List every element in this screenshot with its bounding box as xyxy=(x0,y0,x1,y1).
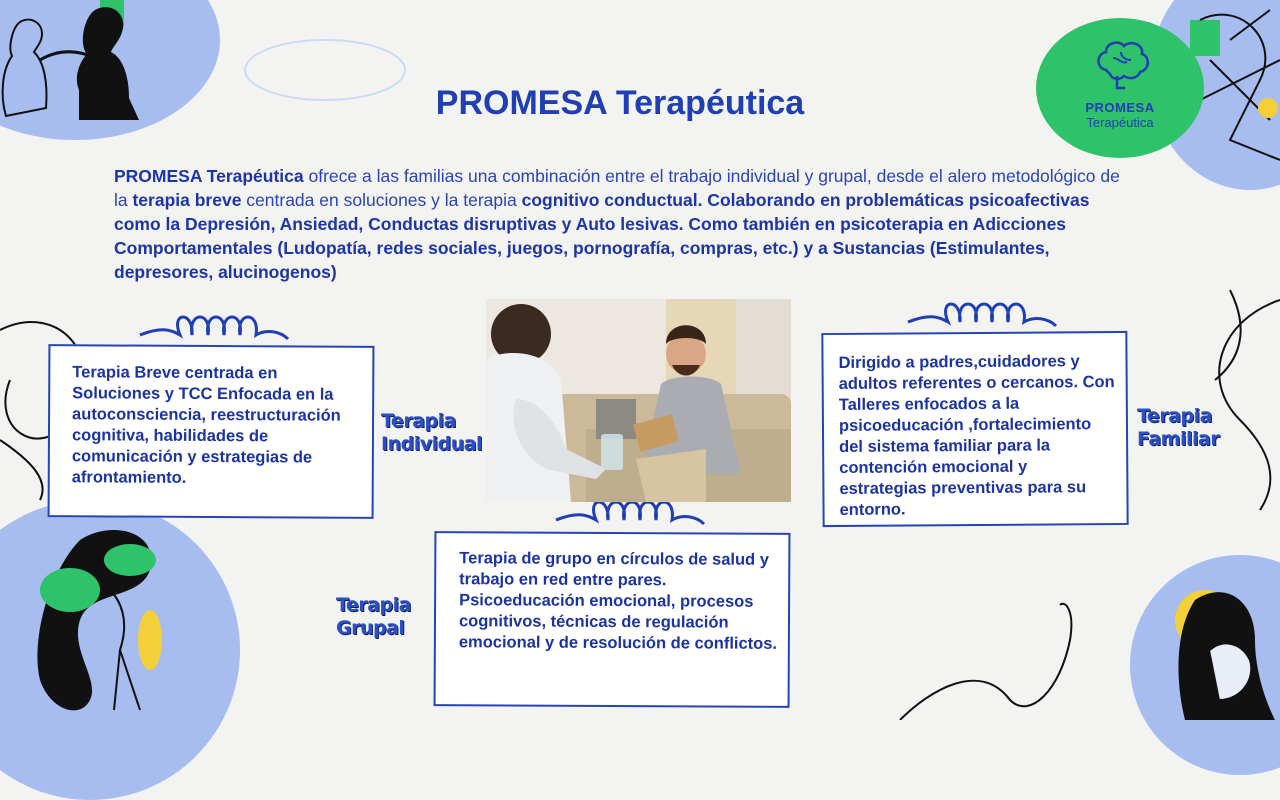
label-familiar-line1: Terapia xyxy=(1137,405,1212,427)
label-terapia-familiar xyxy=(1137,405,1219,451)
label-individual-line2: Individual xyxy=(381,433,483,455)
card-individual-text: Terapia Breve centrada en Soluciones y TCC Enfocada en la autoconsciencia, reestructuración cognitiva, habilidades de comunicación y estrategias de afrontamiento. xyxy=(71,363,341,487)
therapy-session-photo xyxy=(486,299,791,502)
intro-emphasis-2: cognitivo conductual. Colaborando en problemáticas psicoafectivas como la Depresión, Ansiedad, Conductas disruptivas y Auto lesivas. Como también en psicoterapia en Adicciones Comportamentales (Ludopatía, redes sociales, juegos, pornografía, compras, etc.) y a Sustancias (Estimulantes, depresores, alucinogenos) xyxy=(114,190,1090,282)
therapy-session-illustration xyxy=(486,299,791,502)
intro-text-2: centrada en soluciones y la terapia xyxy=(241,190,522,210)
label-grupal-line1: Terapia xyxy=(336,594,411,616)
card-terapia-individual xyxy=(48,344,375,519)
intro-emphasis-1: terapia breve xyxy=(132,190,242,210)
logo-name: PROMESA xyxy=(1085,100,1155,115)
logo-subtitle: Terapéutica xyxy=(1086,115,1154,130)
label-grupal-line2: Grupal xyxy=(336,617,405,639)
card-terapia-familiar xyxy=(821,331,1128,527)
label-individual-line1: Terapia xyxy=(381,410,456,432)
intro-paragraph xyxy=(114,164,1124,284)
intro-text-1: ofrece a las familias una combinación entre el trabajo individual y grupal, desde el alero metodológico de la xyxy=(114,166,1120,210)
page-title: PROMESA Terapéutica xyxy=(435,84,805,122)
label-familiar-line2: Familiar xyxy=(1137,428,1220,450)
label-terapia-individual xyxy=(381,410,482,456)
card-grupal-text: Terapia de grupo en círculos de salud y trabajo en red entre pares. Psicoeducación emocional, procesos cognitivos, técnicas de regulación emocional y de resolución de conflictos. xyxy=(458,549,778,653)
card-familiar-text: Dirigido a padres,cuidadores y adultos referentes o cercanos. Con Talleres enfocados a la psicoeducación ,fortalecimiento del sistema familiar para la contención emocional y estrategias preventivas para su entorno. xyxy=(838,352,1115,519)
label-terapia-grupal xyxy=(336,594,411,640)
card-terapia-grupal xyxy=(434,531,791,708)
intro-brand: PROMESA Terapéutica xyxy=(114,166,304,186)
